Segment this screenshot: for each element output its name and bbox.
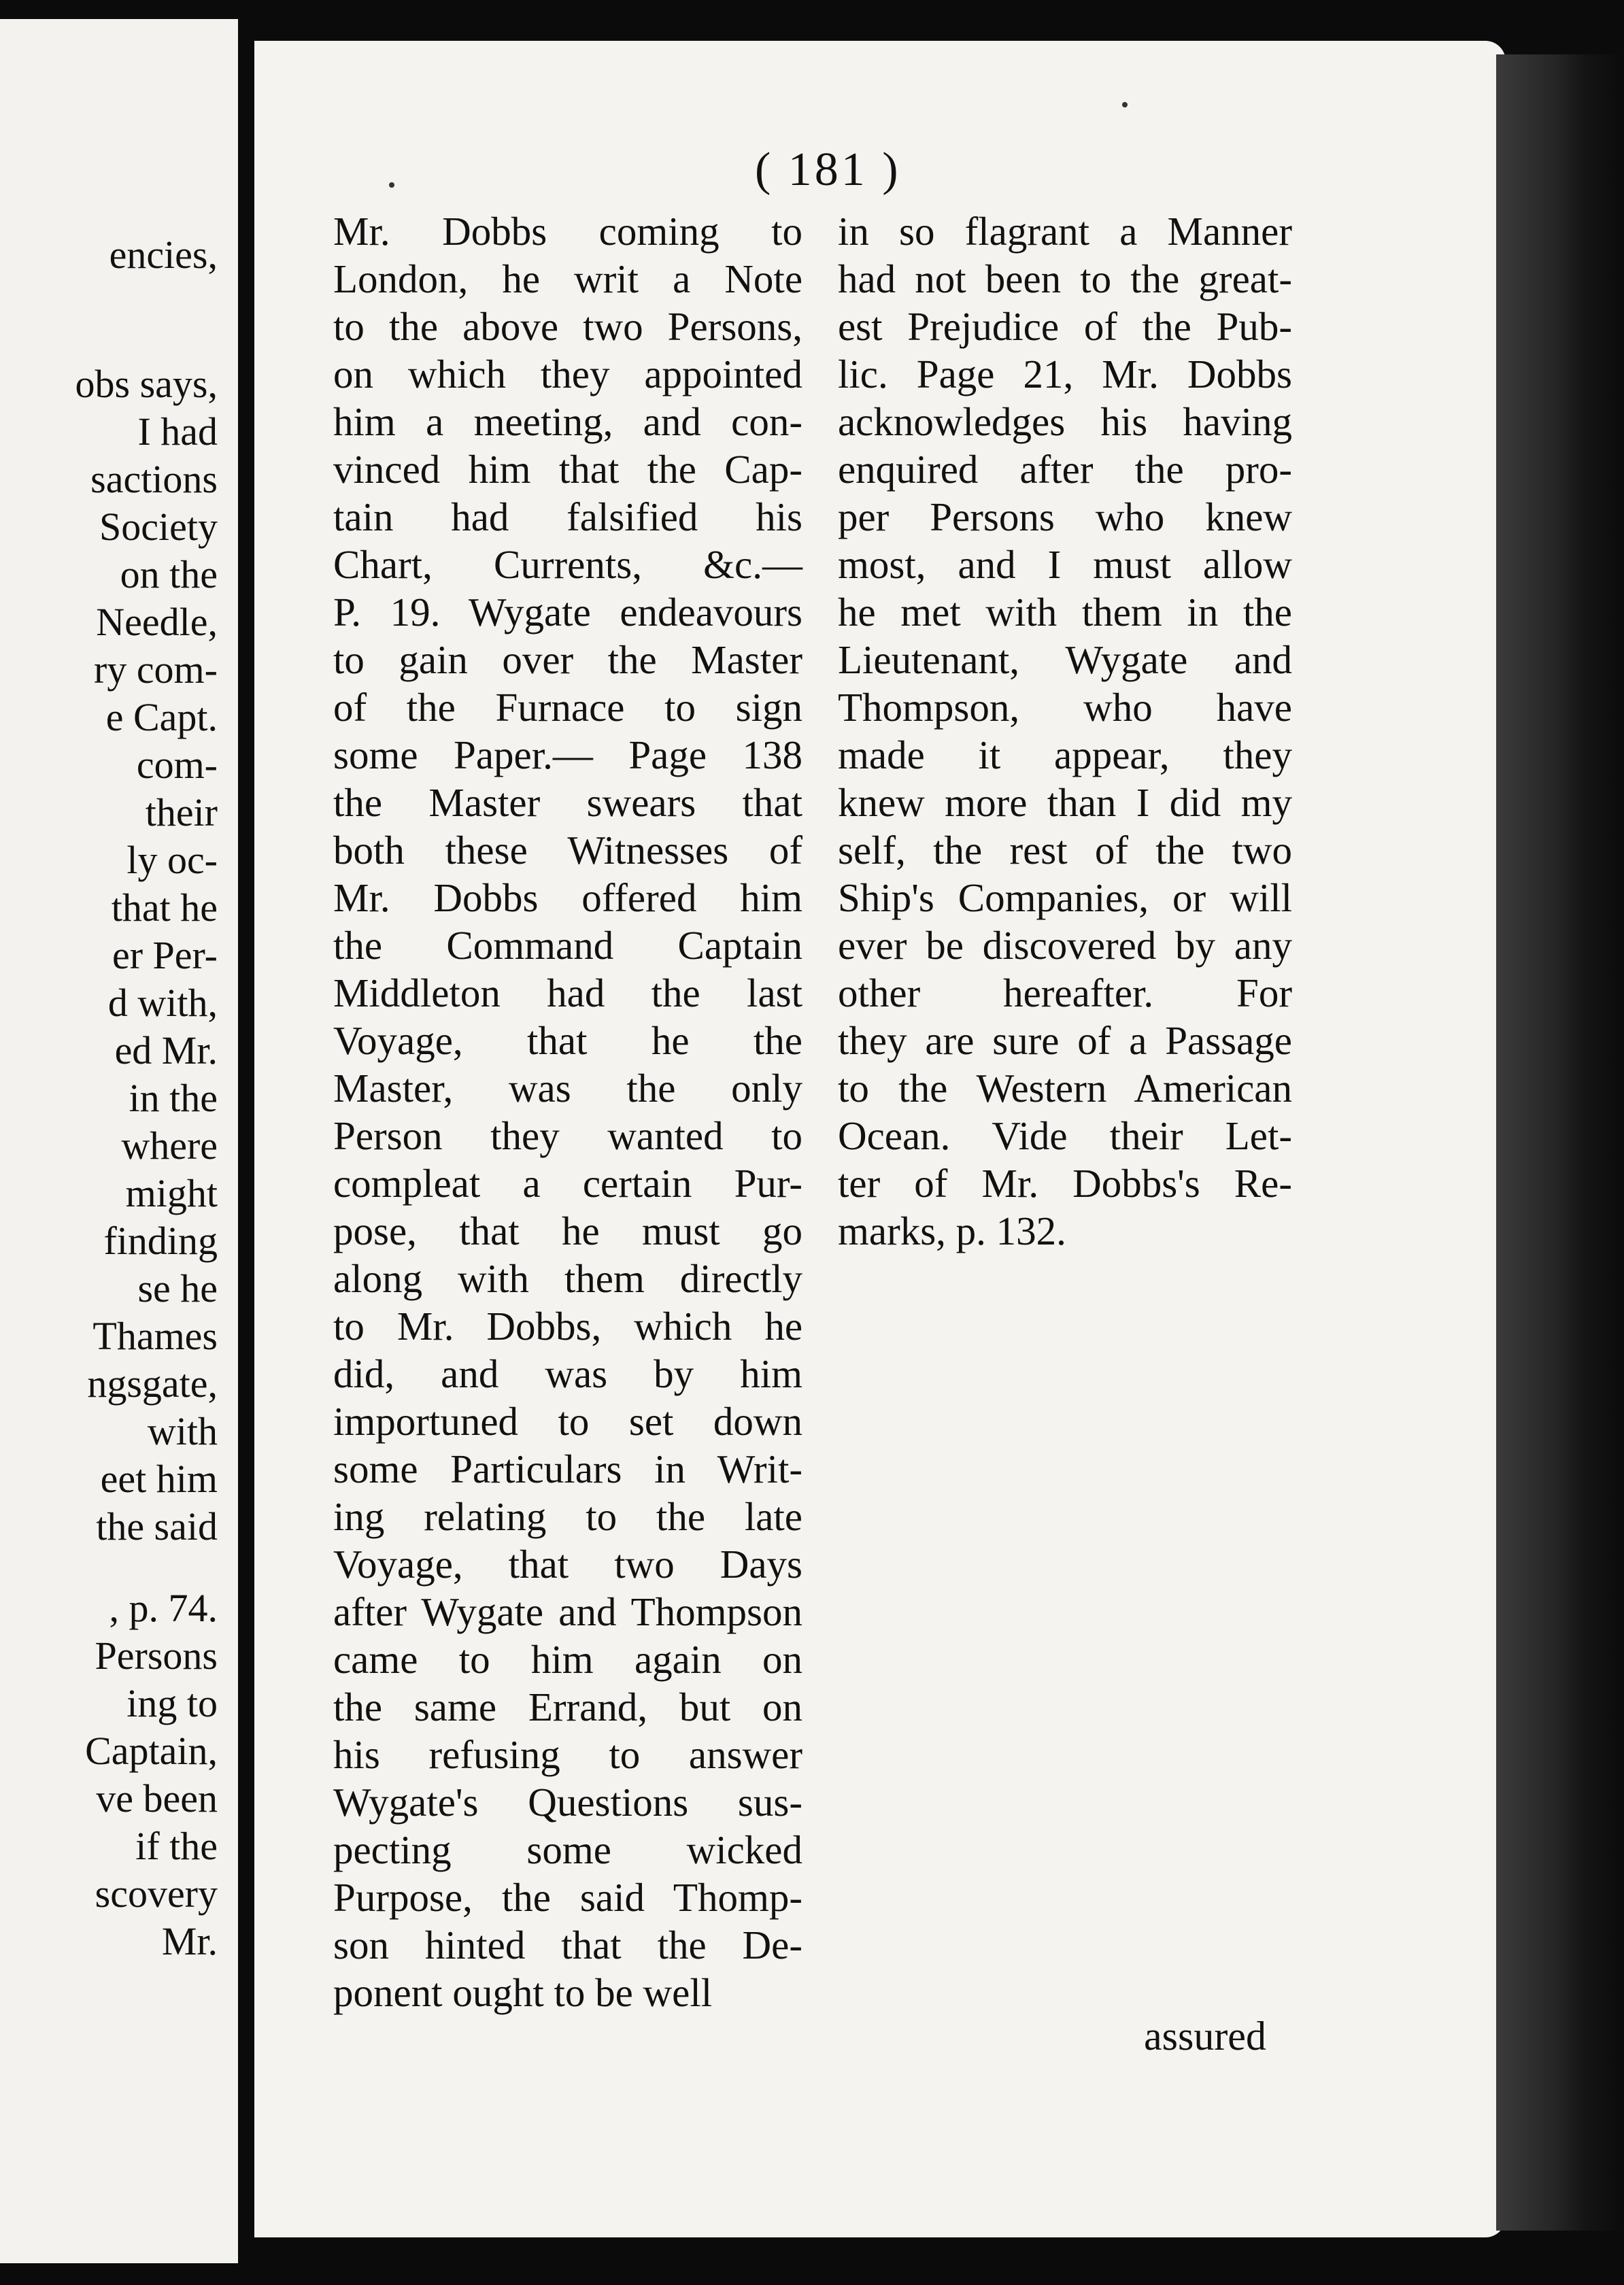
text-line: London, he writ a Note <box>333 256 802 301</box>
left-page-fragment: , p. 74. <box>109 1586 218 1630</box>
left-page-fragment: encies, <box>109 233 218 277</box>
text-line: Voyage, that he the <box>333 1018 802 1063</box>
print-speck <box>1122 102 1128 107</box>
page-number: ( 181 ) <box>755 143 901 196</box>
text-line: most, and I must allow <box>838 542 1292 587</box>
text-line: of the Furnace to sign <box>333 685 802 730</box>
text-line: made it appear, they <box>838 732 1292 777</box>
text-line: Master, was the only <box>333 1066 802 1111</box>
text-line: the Master swears that <box>333 780 802 825</box>
text-line: Mr. Dobbs offered him <box>333 875 802 920</box>
text-line: they are sure of a Passage <box>838 1018 1292 1063</box>
left-page-fragment: Society <box>99 505 218 549</box>
left-page-fragment: Thames <box>92 1314 218 1358</box>
left-page-fragment: might <box>125 1171 218 1215</box>
left-page-fragment: com- <box>136 743 218 787</box>
left-page-fragment: scovery <box>95 1872 218 1916</box>
left-page-fragment: ed Mr. <box>114 1028 218 1072</box>
text-line: in so flagrant a Manner <box>838 209 1292 254</box>
text-line: lic. Page 21, Mr. Dobbs <box>838 352 1292 396</box>
left-page-fragment: with <box>147 1409 218 1453</box>
text-line: pecting some wicked <box>333 1827 802 1872</box>
text-line: to the Western American <box>838 1066 1292 1111</box>
text-line: he met with them in the <box>838 590 1292 634</box>
left-page-fragment: I had <box>137 409 218 454</box>
text-line: importuned to set down <box>333 1399 802 1444</box>
left-page-fragment: ngsgate, <box>87 1361 218 1406</box>
text-line: other hereafter. For <box>838 970 1292 1015</box>
text-line: came to him again on <box>333 1637 802 1682</box>
text-column-right <box>838 207 1292 1255</box>
text-line: Ocean. Vide their Let- <box>838 1113 1292 1158</box>
left-page-fragment: their <box>145 790 218 834</box>
text-line: to the above two Persons, <box>333 304 802 349</box>
text-line: ponent ought to be well <box>333 1970 713 2015</box>
text-line: to gain over the Master <box>333 637 802 682</box>
text-line: ing relating to the late <box>333 1494 802 1539</box>
text-column-left <box>333 207 802 2016</box>
text-line: compleat a certain Pur- <box>333 1161 802 1206</box>
left-page-fragment: d with, <box>107 981 218 1025</box>
left-page-fragment: the said <box>96 1504 218 1548</box>
left-page-fragment: on the <box>120 552 218 596</box>
page-edge <box>1496 54 1624 2231</box>
left-page-fragment: in the <box>129 1076 218 1120</box>
text-line: Chart, Currents, &c.— <box>333 542 802 587</box>
left-page-fragment: er Per- <box>112 933 218 977</box>
left-page-fragment: finding <box>103 1219 218 1263</box>
text-line: Ship's Companies, or will <box>838 875 1292 920</box>
text-line: acknowledges his having <box>838 399 1292 444</box>
text-line: P. 19. Wygate endeavours <box>333 590 802 634</box>
left-page-fragment: Needle, <box>96 600 218 644</box>
text-line: Middleton had the last <box>333 970 802 1015</box>
text-line: ever be discovered by any <box>838 923 1292 968</box>
catchword: assured <box>1144 2014 1266 2059</box>
text-line: the Command Captain <box>333 923 802 968</box>
left-page-fragment: eet him <box>100 1457 218 1501</box>
text-line: had not been to the great- <box>838 256 1292 301</box>
left-page-fragment: ly oc- <box>126 838 218 882</box>
text-line: Wygate's Questions sus- <box>333 1780 802 1825</box>
text-line: Thompson, who have <box>838 685 1292 730</box>
text-line: some Particulars in Writ- <box>333 1446 802 1491</box>
left-page-fragment: se he <box>137 1266 218 1310</box>
left-page-fragment: Mr. <box>161 1919 218 1963</box>
text-line: Person they wanted to <box>333 1113 802 1158</box>
text-line: Purpose, the said Thomp- <box>333 1875 802 1920</box>
text-line: vinced him that the Cap- <box>333 447 802 492</box>
text-line: per Persons who knew <box>838 494 1292 539</box>
left-page-fragment: ve been <box>96 1776 218 1821</box>
book-gutter <box>238 0 254 2285</box>
text-line: after Wygate and Thompson <box>333 1589 802 1634</box>
text-line: tain had falsified his <box>333 494 802 539</box>
text-line: ter of Mr. Dobbs's Re- <box>838 1161 1292 1206</box>
left-page-fragment: if the <box>135 1824 218 1868</box>
text-line: est Prejudice of the Pub- <box>838 304 1292 349</box>
text-line: his refusing to answer <box>333 1732 802 1777</box>
text-line: knew more than I did my <box>838 780 1292 825</box>
text-line: the same Errand, but on <box>333 1685 802 1729</box>
left-page-fragment: where <box>121 1123 218 1168</box>
left-page <box>0 19 242 2263</box>
text-line: self, the rest of the two <box>838 828 1292 873</box>
text-line: did, and was by him <box>333 1351 802 1396</box>
text-line: along with them directly <box>333 1256 802 1301</box>
left-page-fragment: sactions <box>90 457 218 501</box>
print-speck <box>389 182 394 188</box>
left-page-fragment: ry com- <box>94 647 218 692</box>
text-line: marks, p. 132. <box>838 1208 1066 1253</box>
left-page-fragment: ing to <box>126 1681 218 1725</box>
text-line: some Paper.— Page 138 <box>333 732 802 777</box>
text-line: to Mr. Dobbs, which he <box>333 1304 802 1349</box>
text-line: Voyage, that two Days <box>333 1542 802 1587</box>
text-line: enquired after the pro- <box>838 447 1292 492</box>
left-page-fragment: that he <box>111 885 218 930</box>
text-line: him a meeting, and con- <box>333 399 802 444</box>
text-line: both these Witnesses of <box>333 828 802 873</box>
text-line: Mr. Dobbs coming to <box>333 209 802 254</box>
text-line: Lieutenant, Wygate and <box>838 637 1292 682</box>
left-page-fragment: Persons <box>95 1634 218 1678</box>
left-page-fragment: obs says, <box>75 362 218 406</box>
text-line: on which they appointed <box>333 352 802 396</box>
left-page-fragment: Captain, <box>85 1729 218 1773</box>
text-line: pose, that he must go <box>333 1208 802 1253</box>
text-line: son hinted that the De- <box>333 1923 802 1967</box>
left-page-fragment: e Capt. <box>105 695 218 739</box>
